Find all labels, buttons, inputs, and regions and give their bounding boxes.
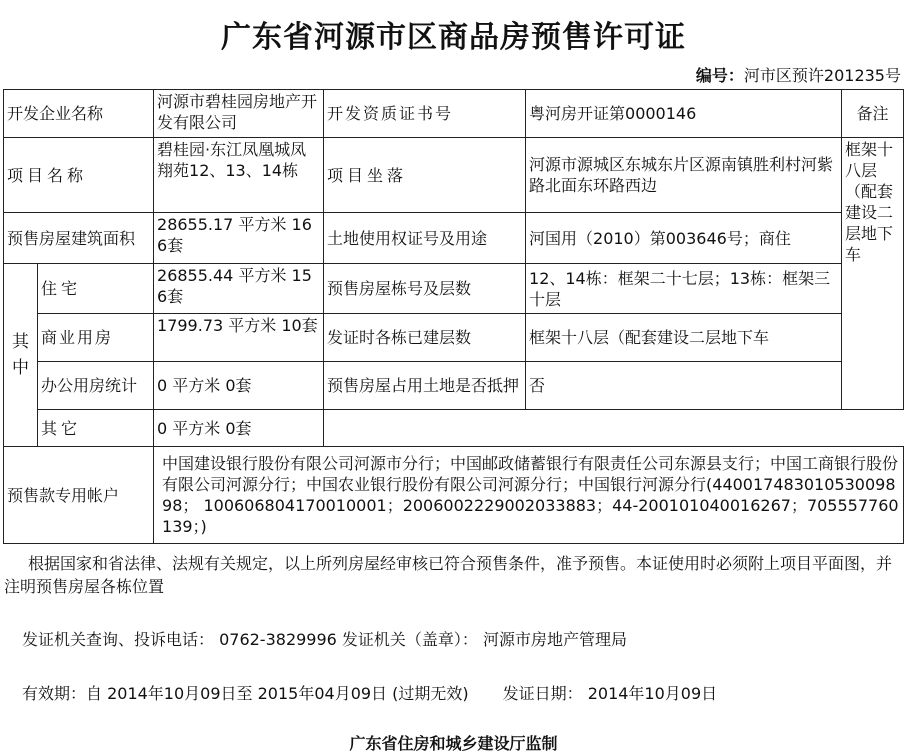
table-row xyxy=(4,138,904,213)
commercial-value: 1799.73 平方米 10套 xyxy=(154,314,324,362)
blank-cell xyxy=(324,410,904,447)
mortgage-label: 预售房屋占用土地是否抵押 xyxy=(324,362,526,410)
dev-company-label: 开发企业名称 xyxy=(4,90,154,138)
account-label: 预售款专用帐户 xyxy=(4,447,154,544)
table-row xyxy=(4,264,904,314)
account-value: 中国建设银行股份有限公司河源市分行；中国邮政储蓄银行有限责任公司东源县支行；中国工商银行股份有限公司河源分行；中国农业银行股份有限公司河源分行；中国银行河源分行(44001748301053009898； 100606804170010001；2006002229002033883；44-200101040016267；705557760139；) xyxy=(154,447,904,544)
residential-label: 住宅 xyxy=(38,264,154,314)
certificate-number xyxy=(696,63,901,86)
table-row xyxy=(4,314,904,362)
area-label: 预售房屋建筑面积 xyxy=(4,213,154,264)
remark-label: 备注 xyxy=(842,90,904,138)
qizhong-char-1: 其 xyxy=(12,332,29,352)
qizhong-char-2: 中 xyxy=(12,358,29,378)
page-title: 广东省河源市区商品房预售许可证 xyxy=(221,20,686,55)
office-value: 0 平方米 0套 xyxy=(154,362,324,410)
issue-date-text: 发证日期： 2014年10月09日 xyxy=(502,684,718,703)
dev-company-value: 河源市碧桂园房地产开发有限公司 xyxy=(154,90,324,138)
validity-line xyxy=(22,682,907,705)
project-name-value: 碧桂园·东江凤凰城凤翔苑12、13、14栋 xyxy=(154,138,324,213)
land-cert-value: 河国用（2010）第003646号；商住 xyxy=(526,213,842,264)
table-row xyxy=(4,362,904,410)
location-label: 项目坐落 xyxy=(324,138,526,213)
area-value: 28655.17 平方米 166套 xyxy=(154,213,324,264)
certificate-number-label: 编号 xyxy=(695,66,728,85)
validity-text: 有效期：自 2014年10月09日至 2015年04月09日 (过期无效) xyxy=(22,684,469,703)
built-floors-value: 框架十八层（配套建设二层地下车 xyxy=(526,314,842,362)
certificate-number-separator: ： xyxy=(727,66,744,85)
table-row xyxy=(4,213,904,264)
office-label: 办公用房统计 xyxy=(38,362,154,410)
land-cert-label: 土地使用权证号及用途 xyxy=(324,213,526,264)
location-value: 河源市源城区东城东片区源南镇胜利村河紫路北面东环路西边 xyxy=(526,138,842,213)
statement-text: 根据国家和省法律、法规有关规定，以上所列房屋经审核已符合预售条件，准予预售。本证使用时必须附上项目平面图，并注明预售房屋各栋位置 xyxy=(4,554,893,596)
qual-cert-label: 开发资质证书号 xyxy=(324,90,526,138)
certificate-number-value: 河市区预许201235号 xyxy=(743,66,901,85)
building-value: 12、14栋：框架二十七层；13栋：框架三十层 xyxy=(526,264,842,314)
qizhong-label xyxy=(4,264,38,447)
remark-value: 框架十八层（配套建设二层地下车 xyxy=(842,138,904,410)
mortgage-value: 否 xyxy=(526,362,842,410)
table-row xyxy=(4,410,904,447)
permit-table xyxy=(3,89,904,544)
contact-text: 发证机关查询、投诉电话： 0762-3829996 发证机关（盖章）： 河源市房地产管理局 xyxy=(22,630,628,649)
residential-value: 26855.44 平方米 156套 xyxy=(154,264,324,314)
table-row xyxy=(4,90,904,138)
table-row xyxy=(4,447,904,544)
other-label: 其它 xyxy=(38,410,154,447)
qual-cert-value: 粤河房开证第0000146 xyxy=(526,90,842,138)
project-name-label: 项目名称 xyxy=(4,138,154,213)
built-floors-label: 发证时各栋已建层数 xyxy=(324,314,526,362)
building-label: 预售房屋栋号及层数 xyxy=(324,264,526,314)
other-value: 0 平方米 0套 xyxy=(154,410,324,447)
footer-text: 广东省住房和城乡建设厅监制 xyxy=(349,734,558,753)
commercial-label: 商业用房 xyxy=(38,314,154,362)
